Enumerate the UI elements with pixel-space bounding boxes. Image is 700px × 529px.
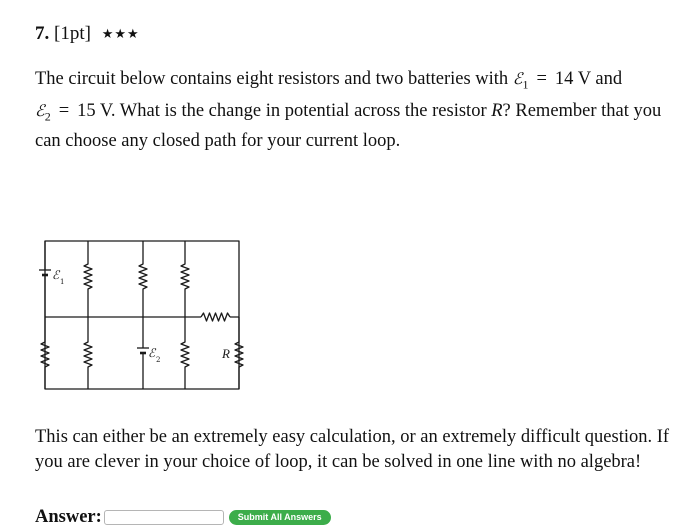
emf2-symbol: ℰ [35,100,45,120]
resistor-top-right [201,313,230,321]
prompt-part1: The circuit below contains eight resistors and two batteries with [35,69,513,89]
resistor-name: R [491,100,503,121]
submit-all-answers-button[interactable]: Submit All Answers [229,510,331,525]
emf1-label-sub: 1 [60,278,65,286]
resistor-bottom-2 [84,317,92,389]
equals-sign-1: = [536,69,547,89]
emf2-subscript: 2 [44,109,51,124]
equals-sign-2: = [58,100,70,121]
answer-label: Answer: [35,506,102,527]
question-points: [1pt] [54,23,91,44]
question-number: 7. [35,23,50,44]
prompt-part3: ? Remember that you can choose any closed path for your current loop. [35,100,662,152]
resistor-bottom-3 [181,317,189,389]
resistor-top-2 [139,241,147,317]
emf2-label: ℰ [148,346,156,360]
resistor-top-1 [84,241,92,317]
hint-text: This can either be an extremely easy calculation, or an extremely difficult question. If you are clever in your choice of loop, it can be solved in one line with no algebra! [35,427,670,472]
prompt-part2: 15 V. What is the change in potential across the resistor [77,100,492,121]
question-prompt [35,66,680,154]
circuit-diagram [38,236,244,396]
question-header [35,22,140,48]
answer-input[interactable] [104,510,224,525]
emf2-label-sub: 2 [156,356,161,364]
emf1-value: 14 V and [554,69,623,89]
emf1-label: ℰ [52,268,60,282]
resistor-top-3 [181,241,189,317]
answer-row [35,505,331,529]
emf1-subscript: 1 [522,77,529,92]
resistor-R-label: R [222,346,230,361]
difficulty-stars: ★★★ [101,27,140,42]
emf1-symbol: ℰ [512,69,523,88]
